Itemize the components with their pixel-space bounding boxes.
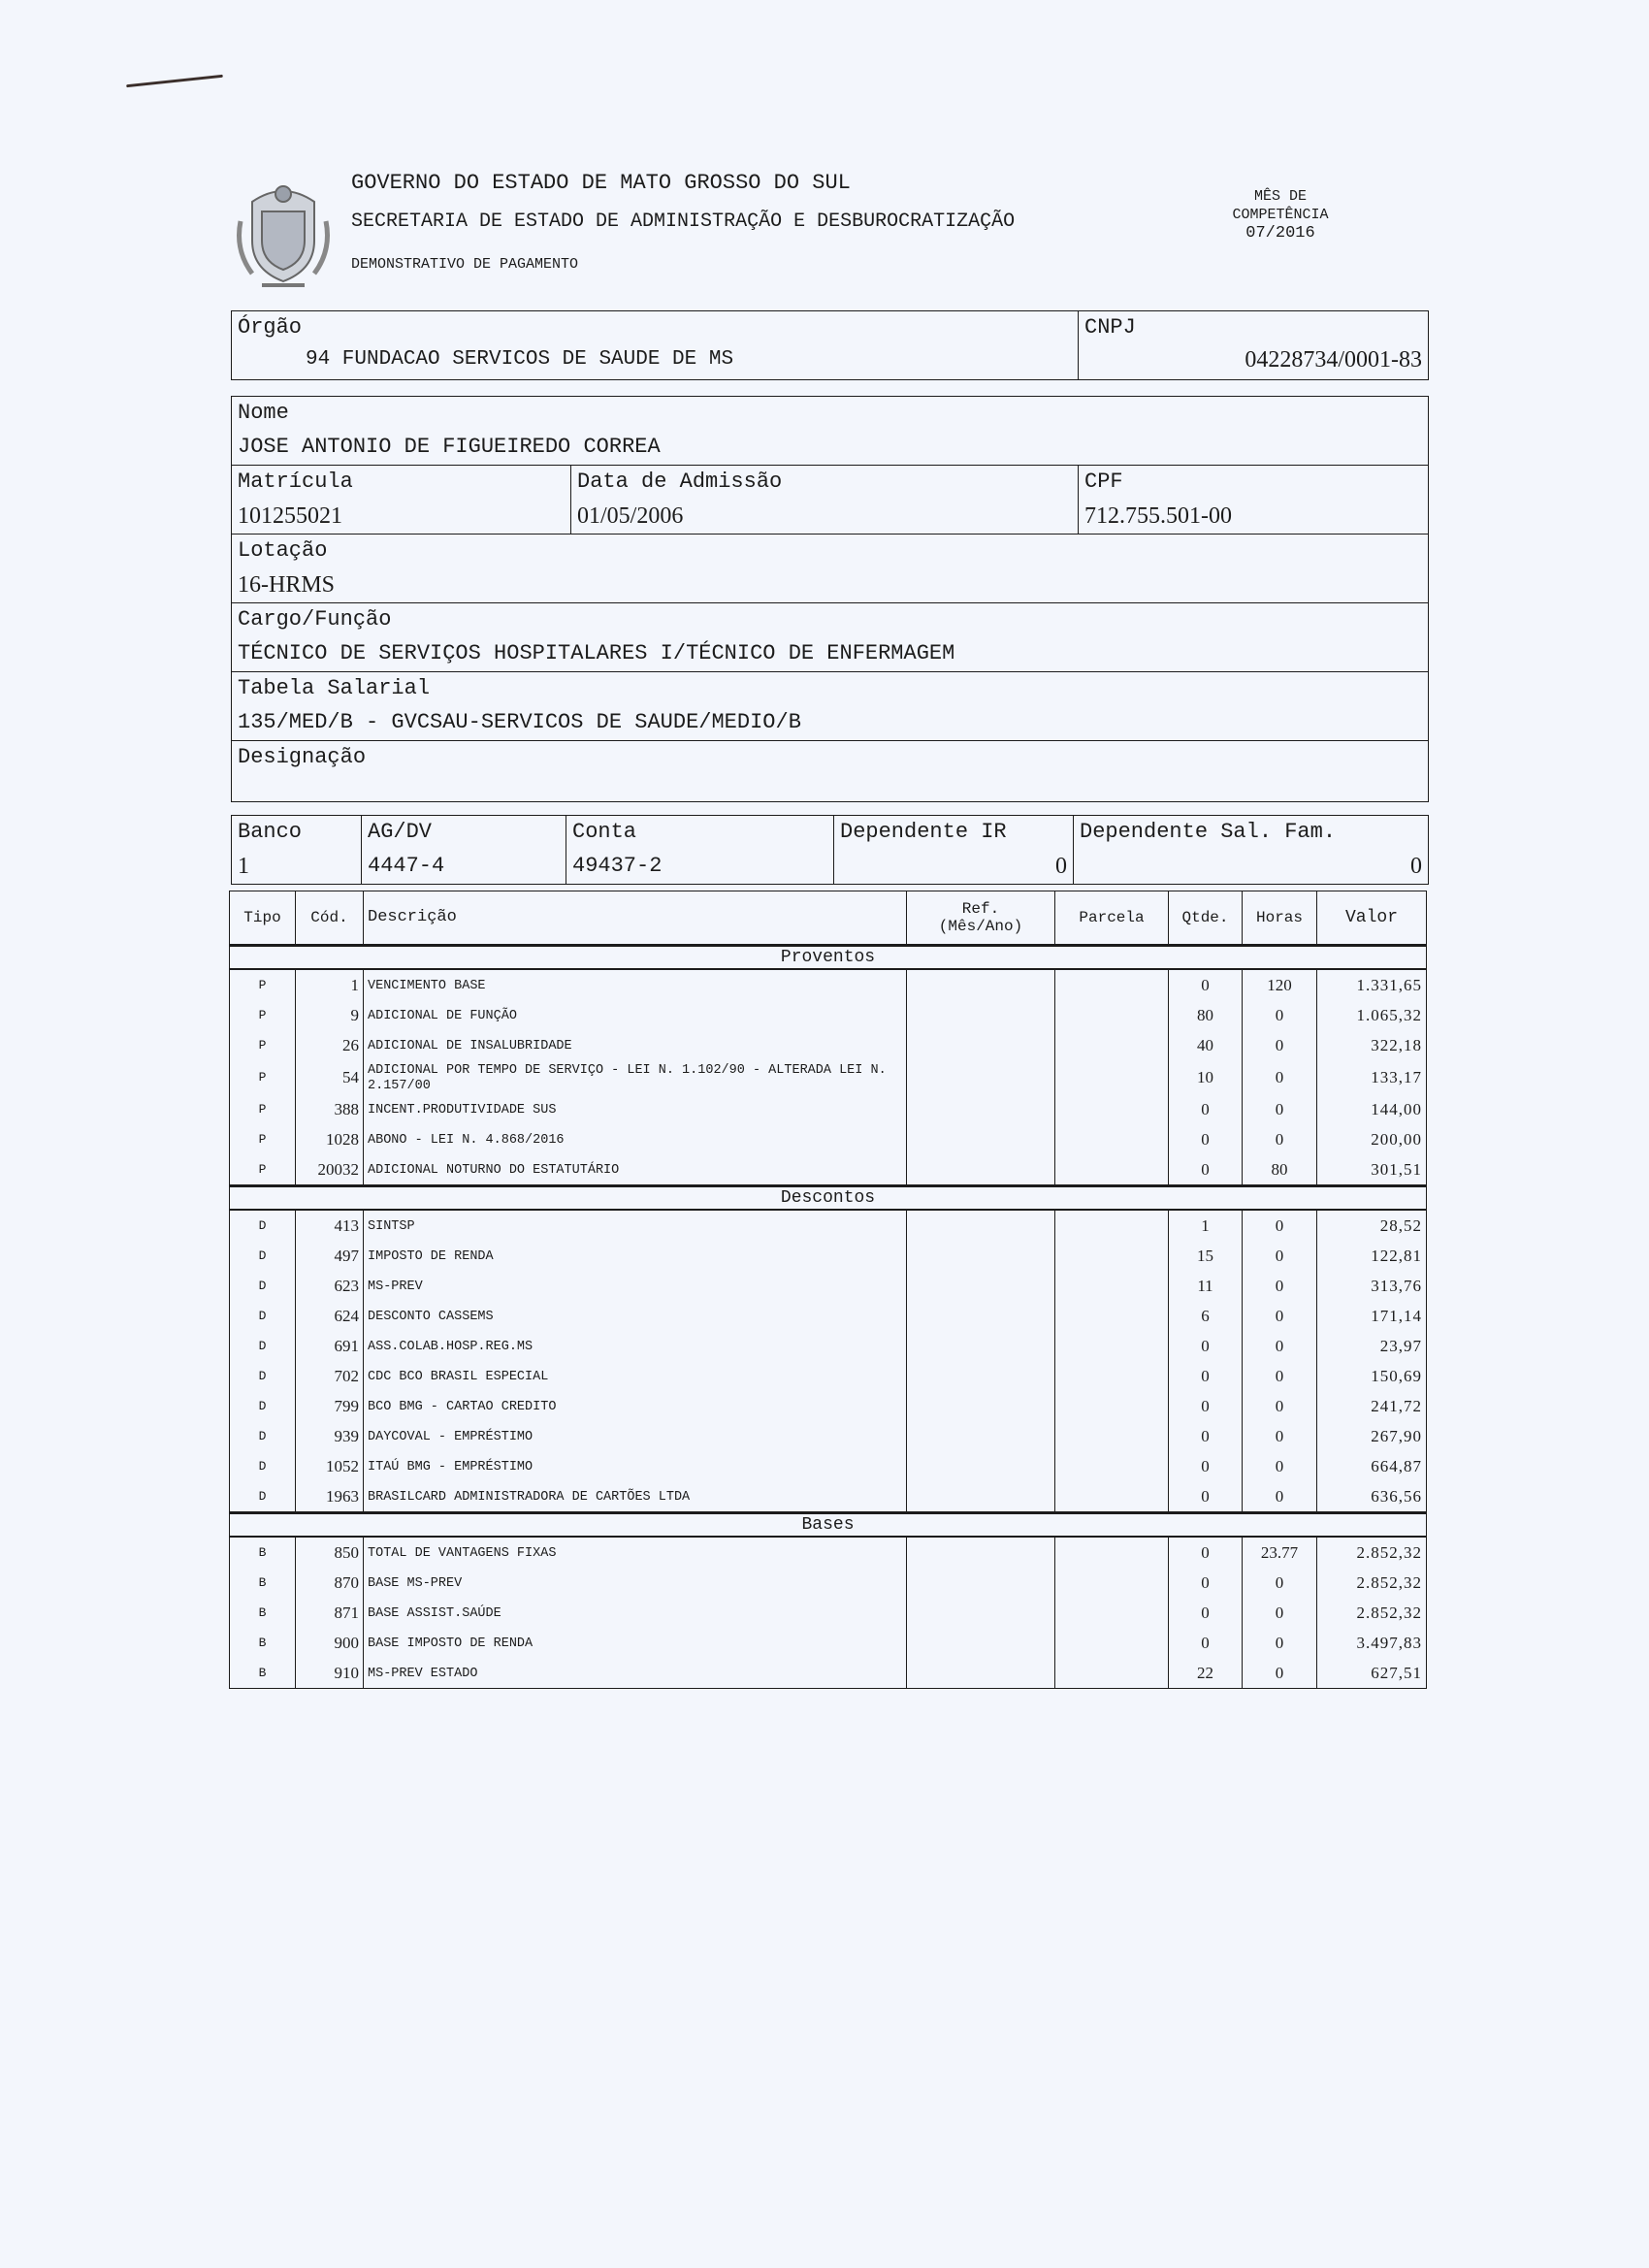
cell-qtde: 0 [1169, 969, 1243, 1000]
cell-parcela [1055, 1301, 1169, 1331]
cell-parcela [1055, 1210, 1169, 1241]
section-title: Proventos [230, 946, 1427, 970]
cell-qtde: 0 [1169, 1391, 1243, 1421]
cell-ref [907, 1210, 1055, 1241]
cell-valor: 301,51 [1317, 1154, 1427, 1186]
cell-qtde: 0 [1169, 1451, 1243, 1481]
cell-qtde: 0 [1169, 1421, 1243, 1451]
cell-descricao: BCO BMG - CARTAO CREDITO [364, 1391, 907, 1421]
cell-cod: 1 [296, 969, 364, 1000]
scan-mark [126, 75, 223, 87]
table-row [230, 1537, 1427, 1568]
cell-parcela [1055, 1241, 1169, 1271]
organ-table [231, 310, 1429, 380]
cell-descricao: TOTAL DE VANTAGENS FIXAS [364, 1537, 907, 1568]
cell-tipo: B [230, 1598, 296, 1628]
items-header-row [230, 891, 1427, 946]
cell-parcela [1055, 1000, 1169, 1030]
cell-valor: 1.331,65 [1317, 969, 1427, 1000]
table-row [230, 1000, 1427, 1030]
cell-parcela [1055, 1451, 1169, 1481]
cell-ref [907, 1421, 1055, 1451]
cell-tipo: D [230, 1361, 296, 1391]
cpf-value: 712.755.501-00 [1084, 503, 1232, 529]
cell-cod: 26 [296, 1030, 364, 1060]
registration-label: Matrícula [238, 470, 353, 494]
cell-cod: 850 [296, 1537, 364, 1568]
cell-horas: 0 [1243, 1628, 1317, 1658]
cell-tipo: D [230, 1481, 296, 1513]
cell-qtde: 10 [1169, 1060, 1243, 1094]
cell-horas: 0 [1243, 1060, 1317, 1094]
cell-parcela [1055, 1628, 1169, 1658]
name-label: Nome [238, 401, 289, 425]
payment-items-table [229, 891, 1427, 1689]
col-header-horas: Horas [1243, 891, 1317, 946]
salary-table-value: 135/MED/B - GVCSAU-SERVICOS DE SAUDE/MEDIO/B [238, 710, 801, 734]
registration-cell [232, 466, 571, 535]
cell-parcela [1055, 1391, 1169, 1421]
section-title: Descontos [230, 1186, 1427, 1211]
organ-cell [232, 311, 1079, 380]
cell-tipo: D [230, 1301, 296, 1331]
employee-info-table [231, 396, 1429, 802]
cell-cod: 900 [296, 1628, 364, 1658]
cell-parcela [1055, 1331, 1169, 1361]
cell-ref [907, 1331, 1055, 1361]
cell-valor: 28,52 [1317, 1210, 1427, 1241]
cell-cod: 799 [296, 1391, 364, 1421]
cell-valor: 144,00 [1317, 1094, 1427, 1124]
table-row [230, 1391, 1427, 1421]
table-row [230, 1210, 1427, 1241]
cell-valor: 2.852,32 [1317, 1598, 1427, 1628]
cell-ref [907, 1568, 1055, 1598]
cell-qtde: 11 [1169, 1271, 1243, 1301]
cell-qtde: 0 [1169, 1331, 1243, 1361]
cell-valor: 122,81 [1317, 1241, 1427, 1271]
admission-label: Data de Admissão [577, 470, 783, 494]
position-value: TÉCNICO DE SERVIÇOS HOSPITALARES I/TÉCNICO DE ENFERMAGEM [238, 641, 955, 665]
dependents-family-cell [1074, 816, 1429, 885]
cell-ref [907, 1154, 1055, 1186]
cell-ref [907, 1598, 1055, 1628]
admission-value: 01/05/2006 [577, 503, 684, 529]
cell-ref [907, 1658, 1055, 1689]
cpf-cell [1079, 466, 1429, 535]
cell-cod: 691 [296, 1331, 364, 1361]
cell-horas: 0 [1243, 1271, 1317, 1301]
cell-descricao: ADICIONAL POR TEMPO DE SERVIÇO - LEI N. 1.102/90 - ALTERADA LEI N. 2.157/00 [364, 1060, 907, 1094]
table-row [230, 1030, 1427, 1060]
account-label: Conta [572, 820, 637, 844]
bank-label: Banco [238, 820, 303, 844]
cell-descricao: DESCONTO CASSEMS [364, 1301, 907, 1331]
section-header-row [230, 1513, 1427, 1538]
cell-tipo: D [230, 1391, 296, 1421]
location-label: Lotação [238, 538, 328, 563]
organ-value: 94 FUNDACAO SERVICOS DE SAUDE DE MS [306, 348, 734, 371]
cell-descricao: ADICIONAL DE FUNÇÃO [364, 1000, 907, 1030]
dependents-ir-label: Dependente IR [840, 820, 1007, 844]
bank-table [231, 815, 1429, 885]
cell-tipo: P [230, 969, 296, 1000]
cell-cod: 702 [296, 1361, 364, 1391]
organ-label: Órgão [238, 315, 303, 340]
cell-descricao: SINTSP [364, 1210, 907, 1241]
cell-descricao: MS-PREV [364, 1271, 907, 1301]
col-header-cod: Cód. [296, 891, 364, 946]
cell-cod: 1963 [296, 1481, 364, 1513]
cell-valor: 322,18 [1317, 1030, 1427, 1060]
cell-horas: 0 [1243, 1030, 1317, 1060]
cell-parcela [1055, 1537, 1169, 1568]
cell-descricao: INCENT.PRODUTIVIDADE SUS [364, 1094, 907, 1124]
agency-value: 4447-4 [368, 854, 445, 878]
cell-horas: 0 [1243, 1598, 1317, 1628]
cell-tipo: B [230, 1537, 296, 1568]
cell-valor: 2.852,32 [1317, 1537, 1427, 1568]
designation-cell [232, 741, 1429, 802]
cell-tipo: P [230, 1124, 296, 1154]
table-row [230, 1628, 1427, 1658]
cell-cod: 624 [296, 1301, 364, 1331]
cell-horas: 0 [1243, 1241, 1317, 1271]
cell-descricao: ADICIONAL NOTURNO DO ESTATUTÁRIO [364, 1154, 907, 1186]
cell-parcela [1055, 1094, 1169, 1124]
cell-descricao: ASS.COLAB.HOSP.REG.MS [364, 1331, 907, 1361]
cell-cod: 54 [296, 1060, 364, 1094]
table-row [230, 1361, 1427, 1391]
cell-qtde: 40 [1169, 1030, 1243, 1060]
cell-ref [907, 1124, 1055, 1154]
cnpj-value: 04228734/0001-83 [1245, 347, 1422, 373]
table-row [230, 1154, 1427, 1186]
cell-tipo: B [230, 1568, 296, 1598]
cell-valor: 664,87 [1317, 1451, 1427, 1481]
cell-valor: 3.497,83 [1317, 1628, 1427, 1658]
cnpj-cell [1079, 311, 1429, 380]
agency-cell [362, 816, 566, 885]
header-government: GOVERNO DO ESTADO DE MATO GROSSO DO SUL [351, 171, 851, 195]
cell-horas: 0 [1243, 1481, 1317, 1513]
cell-qtde: 15 [1169, 1241, 1243, 1271]
cell-horas: 80 [1243, 1154, 1317, 1186]
cell-parcela [1055, 1481, 1169, 1513]
cell-tipo: P [230, 1030, 296, 1060]
cnpj-label: CNPJ [1084, 315, 1136, 340]
competence-month [1203, 187, 1358, 243]
cell-qtde: 0 [1169, 1537, 1243, 1568]
cell-cod: 9 [296, 1000, 364, 1030]
table-row [230, 1451, 1427, 1481]
cell-descricao: MS-PREV ESTADO [364, 1658, 907, 1689]
cell-valor: 200,00 [1317, 1124, 1427, 1154]
cell-tipo: P [230, 1000, 296, 1030]
cell-descricao: ABONO - LEI N. 4.868/2016 [364, 1124, 907, 1154]
cell-valor: 2.852,32 [1317, 1568, 1427, 1598]
cell-horas: 0 [1243, 1094, 1317, 1124]
cell-qtde: 1 [1169, 1210, 1243, 1241]
cell-descricao: BASE IMPOSTO DE RENDA [364, 1628, 907, 1658]
name-cell [232, 397, 1429, 466]
cell-qtde: 0 [1169, 1481, 1243, 1513]
cell-qtde: 0 [1169, 1094, 1243, 1124]
registration-value: 101255021 [238, 503, 342, 529]
cell-valor: 1.065,32 [1317, 1000, 1427, 1030]
table-row [230, 1060, 1427, 1094]
cell-qtde: 0 [1169, 1598, 1243, 1628]
cell-cod: 388 [296, 1094, 364, 1124]
cell-horas: 0 [1243, 1391, 1317, 1421]
table-row [230, 1094, 1427, 1124]
cell-ref [907, 1030, 1055, 1060]
cell-valor: 636,56 [1317, 1481, 1427, 1513]
cell-horas: 0 [1243, 1568, 1317, 1598]
cell-qtde: 0 [1169, 1154, 1243, 1186]
cell-descricao: BASE ASSIST.SAÚDE [364, 1598, 907, 1628]
cell-ref [907, 1094, 1055, 1124]
cell-horas: 0 [1243, 1124, 1317, 1154]
cell-qtde: 0 [1169, 1628, 1243, 1658]
cell-valor: 23,97 [1317, 1331, 1427, 1361]
cell-tipo: P [230, 1094, 296, 1124]
cell-tipo: D [230, 1421, 296, 1451]
table-row [230, 1301, 1427, 1331]
cell-parcela [1055, 1598, 1169, 1628]
location-value: 16-HRMS [238, 572, 336, 598]
col-header-qtde: Qtde. [1169, 891, 1243, 946]
position-cell [232, 603, 1429, 672]
cell-cod: 1028 [296, 1124, 364, 1154]
cell-descricao: BASE MS-PREV [364, 1568, 907, 1598]
cell-valor: 267,90 [1317, 1421, 1427, 1451]
cell-horas: 0 [1243, 1000, 1317, 1030]
cell-descricao: BRASILCARD ADMINISTRADORA DE CARTÕES LTDA [364, 1481, 907, 1513]
table-row [230, 1598, 1427, 1628]
cell-horas: 0 [1243, 1451, 1317, 1481]
cell-tipo: B [230, 1658, 296, 1689]
cell-descricao: CDC BCO BRASIL ESPECIAL [364, 1361, 907, 1391]
cell-parcela [1055, 1154, 1169, 1186]
cell-descricao: ITAÚ BMG - EMPRÉSTIMO [364, 1451, 907, 1481]
table-row [230, 1658, 1427, 1689]
col-header-descricao: Descrição [364, 891, 907, 946]
cell-qtde: 0 [1169, 1361, 1243, 1391]
cell-tipo: B [230, 1628, 296, 1658]
competence-label-2: COMPETÊNCIA [1232, 207, 1329, 223]
table-row [230, 1421, 1427, 1451]
col-header-tipo: Tipo [230, 891, 296, 946]
cell-ref [907, 1391, 1055, 1421]
cell-horas: 0 [1243, 1658, 1317, 1689]
table-row [230, 1568, 1427, 1598]
dependents-family-value: 0 [1410, 854, 1422, 879]
table-row [230, 1241, 1427, 1271]
cell-tipo: D [230, 1271, 296, 1301]
cell-ref [907, 1481, 1055, 1513]
section-header-row [230, 946, 1427, 970]
account-cell [566, 816, 834, 885]
cpf-label: CPF [1084, 470, 1123, 494]
col-header-parcela: Parcela [1055, 891, 1169, 946]
cell-ref [907, 1241, 1055, 1271]
position-label: Cargo/Função [238, 607, 392, 632]
cell-parcela [1055, 1060, 1169, 1094]
competence-label-1: MÊS DE [1253, 188, 1307, 205]
cell-ref [907, 1361, 1055, 1391]
cell-descricao: IMPOSTO DE RENDA [364, 1241, 907, 1271]
cell-ref [907, 1628, 1055, 1658]
location-cell [232, 535, 1429, 603]
section-header-row [230, 1186, 1427, 1211]
cell-horas: 0 [1243, 1421, 1317, 1451]
cell-valor: 133,17 [1317, 1060, 1427, 1094]
dependents-family-label: Dependente Sal. Fam. [1080, 820, 1337, 844]
cell-ref [907, 1301, 1055, 1331]
cell-horas: 0 [1243, 1331, 1317, 1361]
name-value: JOSE ANTONIO DE FIGUEIREDO CORREA [238, 435, 661, 459]
cell-cod: 910 [296, 1658, 364, 1689]
cell-valor: 313,76 [1317, 1271, 1427, 1301]
cell-valor: 627,51 [1317, 1658, 1427, 1689]
col-header-valor: Valor [1317, 891, 1427, 946]
account-value: 49437-2 [572, 854, 663, 878]
cell-tipo: P [230, 1060, 296, 1094]
salary-table-cell [232, 672, 1429, 741]
cell-ref [907, 1451, 1055, 1481]
section-title: Bases [230, 1513, 1427, 1538]
cell-tipo: P [230, 1154, 296, 1186]
cell-qtde: 80 [1169, 1000, 1243, 1030]
cell-horas: 23.77 [1243, 1537, 1317, 1568]
cell-qtde: 6 [1169, 1301, 1243, 1331]
cell-qtde: 22 [1169, 1658, 1243, 1689]
cell-ref [907, 1000, 1055, 1030]
table-row [230, 1331, 1427, 1361]
bank-value: 1 [238, 854, 249, 879]
bank-cell [232, 816, 362, 885]
salary-table-label: Tabela Salarial [238, 676, 431, 700]
table-row [230, 1271, 1427, 1301]
cell-cod: 871 [296, 1598, 364, 1628]
cell-descricao: ADICIONAL DE INSALUBRIDADE [364, 1030, 907, 1060]
cell-cod: 20032 [296, 1154, 364, 1186]
cell-cod: 623 [296, 1271, 364, 1301]
cell-horas: 120 [1243, 969, 1317, 1000]
cell-parcela [1055, 1568, 1169, 1598]
col-header-ref: Ref. (Mês/Ano) [907, 891, 1055, 946]
cell-qtde: 0 [1169, 1568, 1243, 1598]
cell-parcela [1055, 969, 1169, 1000]
admission-cell [571, 466, 1079, 535]
cell-parcela [1055, 1030, 1169, 1060]
table-row [230, 1124, 1427, 1154]
cell-ref [907, 1271, 1055, 1301]
designation-label: Designação [238, 745, 367, 769]
cell-parcela [1055, 1361, 1169, 1391]
cell-tipo: D [230, 1210, 296, 1241]
table-row [230, 1481, 1427, 1513]
cell-horas: 0 [1243, 1210, 1317, 1241]
cell-descricao: DAYCOVAL - EMPRÉSTIMO [364, 1421, 907, 1451]
cell-horas: 0 [1243, 1301, 1317, 1331]
cell-tipo: D [230, 1451, 296, 1481]
header-secretariat: SECRETARIA DE ESTADO DE ADMINISTRAÇÃO E DESBUROCRATIZAÇÃO [351, 211, 1016, 233]
cell-cod: 1052 [296, 1451, 364, 1481]
cell-parcela [1055, 1124, 1169, 1154]
competence-value: 07/2016 [1245, 224, 1315, 243]
cell-cod: 939 [296, 1421, 364, 1451]
cell-descricao: VENCIMENTO BASE [364, 969, 907, 1000]
cell-ref [907, 1060, 1055, 1094]
cell-cod: 870 [296, 1568, 364, 1598]
cell-parcela [1055, 1421, 1169, 1451]
cell-valor: 150,69 [1317, 1361, 1427, 1391]
cell-parcela [1055, 1658, 1169, 1689]
cell-ref [907, 969, 1055, 1000]
cell-cod: 497 [296, 1241, 364, 1271]
dependents-ir-cell [834, 816, 1074, 885]
cell-qtde: 0 [1169, 1124, 1243, 1154]
dependents-ir-value: 0 [1055, 854, 1067, 879]
cell-valor: 171,14 [1317, 1301, 1427, 1331]
header-document-type: DEMONSTRATIVO DE PAGAMENTO [351, 256, 579, 273]
state-crest-icon [233, 173, 334, 293]
cell-tipo: D [230, 1331, 296, 1361]
cell-parcela [1055, 1271, 1169, 1301]
agency-label: AG/DV [368, 820, 433, 844]
cell-horas: 0 [1243, 1361, 1317, 1391]
cell-tipo: D [230, 1241, 296, 1271]
cell-ref [907, 1537, 1055, 1568]
cell-cod: 413 [296, 1210, 364, 1241]
table-row [230, 969, 1427, 1000]
cell-valor: 241,72 [1317, 1391, 1427, 1421]
